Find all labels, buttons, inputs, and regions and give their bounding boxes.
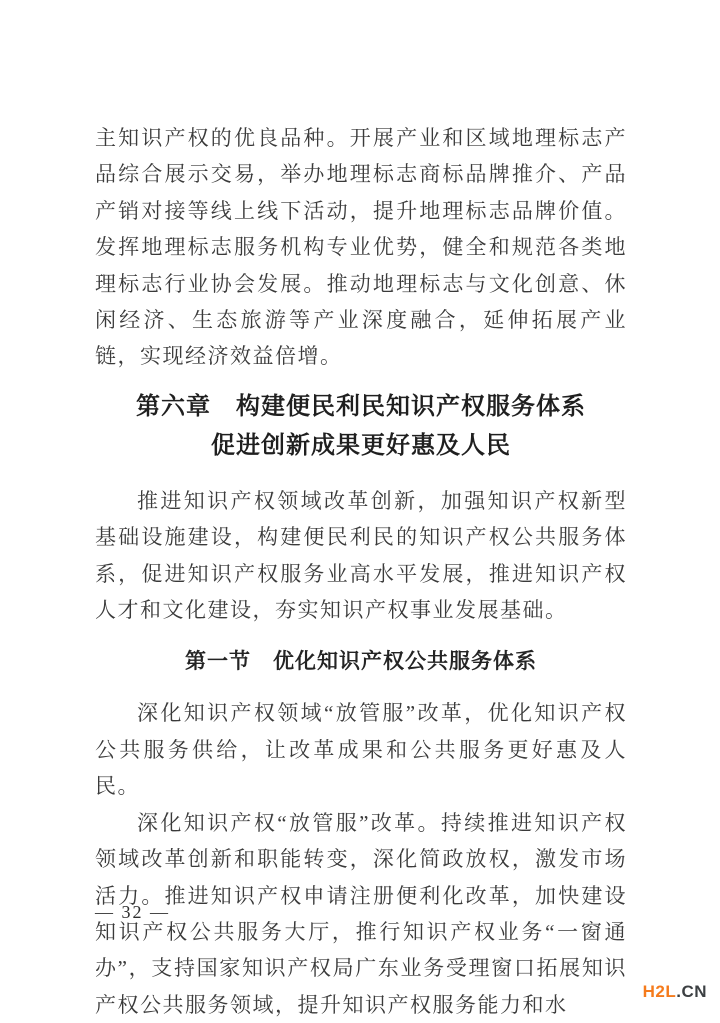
paragraph-chapter-intro: 推进知识产权领域改革创新，加强知识产权新型基础设施建设，构建便民利民的知识产权公共服务体系，促进知识产权服务业高水平发展，推进知识产权人才和文化建设，夯实知识产权事业发展基础。 (95, 488, 627, 623)
watermark-suffix-text: .CN (676, 982, 707, 1001)
page-number: — 32 — (95, 902, 170, 922)
watermark-brand-text: H2L (642, 982, 677, 1001)
paragraph-detail: 深化知识产权“放管服”改革。持续推进知识产权领域改革创新和职能转变，深化简政放权，激发市场活力。推进知识产权申请注册便利化改革，加快建设知识产权公共服务大厅，推行知识产权业务“一窗通办”，支持国家知识产权局广东业务受理窗口拓展知识产权公共服务领域，提升知识产权服务能力和水 (95, 810, 627, 1017)
page-content-area (95, 120, 627, 1023)
site-watermark (643, 982, 707, 1002)
chapter-heading (95, 388, 627, 466)
paragraph-section-lead: 深化知识产权领域“放管服”改革，优化知识产权公共服务供给，让改革成果和公共服务更好惠及人民。 (95, 701, 627, 799)
chapter-heading-line-2: 促进创新成果更好惠及人民 (211, 432, 511, 459)
section-heading: 第一节 优化知识产权公共服务体系 (185, 650, 537, 674)
chapter-heading-line-1: 第六章 构建便民利民知识产权服务体系 (136, 393, 586, 420)
paragraph-continuation: 主知识产权的优良品种。开展产业和区域地理标志产品综合展示交易，举办地理标志商标品牌推介、产品产销对接等线上线下活动，提升地理标志品牌价值。发挥地理标志服务机构专业优势，健全和规范各类地理标志行业协会发展。推动地理标志与文化创意、休闲经济、生态旅游等产业深度融合，延伸拓展产业链，实现经济效益倍增。 (95, 126, 627, 369)
